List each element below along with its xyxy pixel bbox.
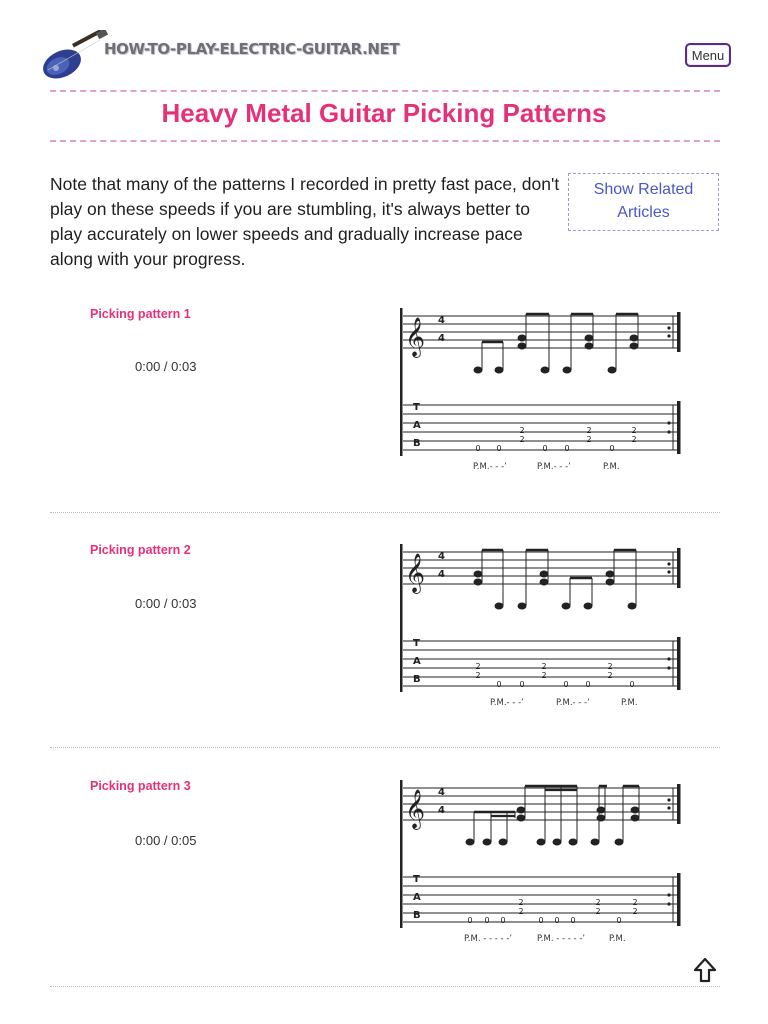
svg-text:4: 4 bbox=[438, 315, 445, 326]
svg-text:A: A bbox=[413, 420, 421, 431]
svg-text:2: 2 bbox=[586, 426, 592, 435]
arrow-up-icon[interactable] bbox=[692, 956, 718, 984]
svg-text:2: 2 bbox=[631, 426, 637, 435]
pattern-title: Picking pattern 1 bbox=[90, 307, 191, 321]
svg-text:2: 2 bbox=[595, 898, 601, 907]
electric-guitar-icon[interactable] bbox=[38, 30, 378, 86]
svg-text:2: 2 bbox=[475, 671, 481, 680]
menu-button[interactable]: Menu bbox=[685, 43, 731, 67]
picking-pattern-2 bbox=[0, 532, 768, 768]
svg-text:0: 0 bbox=[500, 916, 506, 925]
svg-text:T: T bbox=[413, 638, 420, 649]
palm-mute-mark: P.M.- - -’ bbox=[490, 698, 524, 708]
audio-time[interactable]: 0:00 / 0:05 bbox=[135, 833, 197, 848]
svg-text:B: B bbox=[413, 438, 421, 449]
notation-tab-image bbox=[395, 538, 690, 713]
site-logo-text[interactable]: HOW-TO-PLAY-ELECTRIC-GUITAR.NET bbox=[104, 40, 400, 58]
svg-text:0: 0 bbox=[467, 916, 473, 925]
svg-text:0: 0 bbox=[538, 916, 544, 925]
audio-time[interactable]: 0:00 / 0:03 bbox=[135, 359, 197, 374]
svg-text:2: 2 bbox=[541, 671, 547, 680]
svg-text:0: 0 bbox=[475, 444, 481, 453]
svg-text:4: 4 bbox=[438, 569, 445, 580]
svg-text:A: A bbox=[413, 656, 421, 667]
svg-text:2: 2 bbox=[595, 907, 601, 916]
svg-text:2: 2 bbox=[541, 662, 547, 671]
svg-text:0: 0 bbox=[616, 916, 622, 925]
show-related-articles-button[interactable] bbox=[568, 173, 719, 231]
svg-text:2: 2 bbox=[518, 898, 524, 907]
palm-mute-mark: P.M. - - - - -’ bbox=[464, 934, 513, 944]
svg-text:2: 2 bbox=[519, 435, 525, 444]
svg-text:0: 0 bbox=[563, 680, 569, 689]
section-separator bbox=[50, 747, 720, 748]
palm-mute-mark: P.M. bbox=[603, 462, 620, 472]
svg-text:𝄞: 𝄞 bbox=[405, 317, 426, 357]
title-divider-bottom bbox=[50, 140, 720, 142]
svg-text:B: B bbox=[413, 674, 421, 685]
svg-text:0: 0 bbox=[519, 680, 525, 689]
svg-text:2: 2 bbox=[519, 426, 525, 435]
pattern-title: Picking pattern 3 bbox=[90, 779, 191, 793]
svg-text:0: 0 bbox=[484, 916, 490, 925]
related-label-line2: Articles bbox=[617, 204, 670, 221]
svg-text:𝄞: 𝄞 bbox=[405, 789, 426, 829]
palm-mute-mark: P.M. bbox=[609, 934, 626, 944]
svg-text:T: T bbox=[413, 402, 420, 413]
svg-text:0: 0 bbox=[629, 680, 635, 689]
notation-tab-image bbox=[395, 302, 690, 477]
svg-text:0: 0 bbox=[585, 680, 591, 689]
svg-text:2: 2 bbox=[586, 435, 592, 444]
picking-pattern-1 bbox=[0, 296, 768, 532]
svg-text:4: 4 bbox=[438, 551, 445, 562]
svg-text:A: A bbox=[413, 892, 421, 903]
palm-mute-mark: P.M.- - -’ bbox=[473, 462, 507, 472]
svg-text:2: 2 bbox=[518, 907, 524, 916]
svg-text:0: 0 bbox=[609, 444, 615, 453]
svg-text:T: T bbox=[413, 874, 420, 885]
svg-text:2: 2 bbox=[631, 435, 637, 444]
svg-text:0: 0 bbox=[542, 444, 548, 453]
svg-text:2: 2 bbox=[607, 662, 613, 671]
svg-text:2: 2 bbox=[632, 898, 638, 907]
page-title: Heavy Metal Guitar Picking Patterns bbox=[161, 98, 607, 128]
svg-text:2: 2 bbox=[475, 662, 481, 671]
palm-mute-mark: P.M. - - - - -’ bbox=[537, 934, 586, 944]
section-separator bbox=[50, 512, 720, 513]
svg-text:4: 4 bbox=[438, 333, 445, 344]
related-label-line1: Show Related bbox=[593, 181, 694, 198]
svg-text:0: 0 bbox=[496, 444, 502, 453]
svg-text:𝄞: 𝄞 bbox=[405, 553, 426, 593]
title-divider-top bbox=[50, 90, 720, 92]
pattern-title: Picking pattern 2 bbox=[90, 543, 191, 557]
svg-text:0: 0 bbox=[564, 444, 570, 453]
site-header bbox=[0, 0, 768, 84]
audio-time[interactable]: 0:00 / 0:03 bbox=[135, 596, 197, 611]
svg-text:2: 2 bbox=[632, 907, 638, 916]
palm-mute-mark: P.M.- - -’ bbox=[556, 698, 590, 708]
intro-text: Note that many of the patterns I recorded in pretty fast pace, don't play on these speeds if you are stumbling, it's always better to play accurately on lower speeds and gradually increase pace along with your progress. bbox=[50, 174, 560, 269]
svg-text:0: 0 bbox=[496, 680, 502, 689]
svg-text:0: 0 bbox=[570, 916, 576, 925]
palm-mute-mark: P.M.- - -’ bbox=[537, 462, 571, 472]
section-separator bbox=[50, 986, 720, 987]
picking-pattern-3 bbox=[0, 768, 768, 1004]
svg-text:4: 4 bbox=[438, 787, 445, 798]
svg-text:0: 0 bbox=[554, 916, 560, 925]
svg-text:2: 2 bbox=[607, 671, 613, 680]
svg-text:4: 4 bbox=[438, 805, 445, 816]
palm-mute-mark: P.M. bbox=[621, 698, 638, 708]
notation-tab-image bbox=[395, 774, 690, 949]
svg-text:B: B bbox=[413, 910, 421, 921]
